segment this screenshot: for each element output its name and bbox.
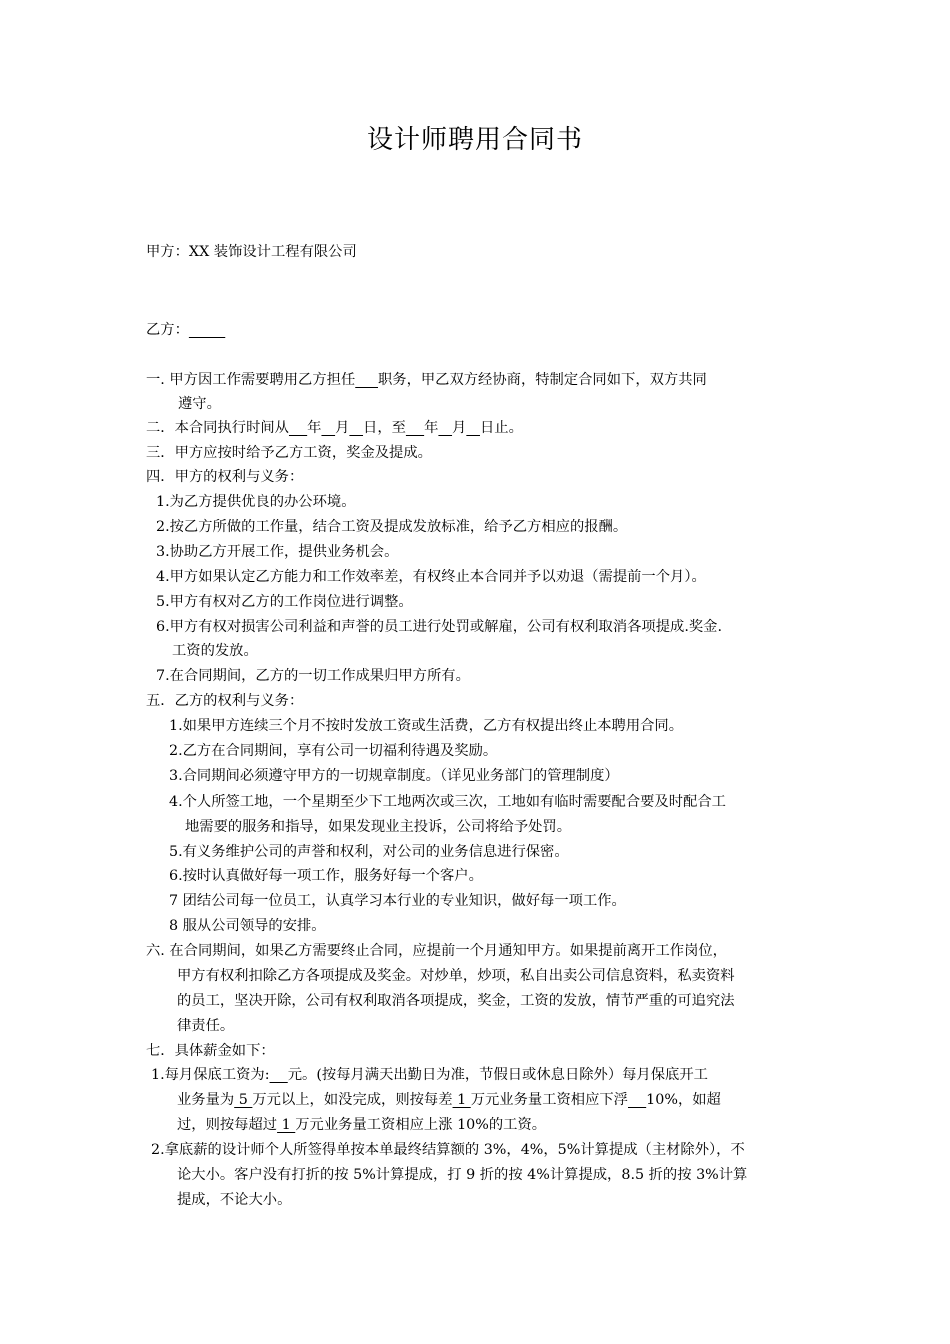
clause-6-line-4: 律责任。: [177, 1018, 235, 1034]
clause-4-item-6-cont: 工资的发放。: [172, 643, 258, 659]
base-salary-blank: [270, 1067, 288, 1083]
clause-7-item-1-line-3: [177, 1113, 546, 1137]
quota-label: 业务量为: [177, 1092, 235, 1108]
clause-4-item-6: 6.甲方有权对损害公司利益和声誉的员工进行处罚或解雇，公司有权利取消各项提成.奖金.: [156, 619, 723, 635]
excess-unit: 1: [277, 1117, 296, 1133]
day-end-label: 日止。: [479, 420, 523, 436]
quota-text: 万元以上，如没完成，则按每差: [252, 1092, 453, 1108]
clause-5-item-4-cont: 地需要的服务和指导，如果发现业主投诉，公司将给予处罚。: [185, 819, 572, 835]
year-label: 年: [307, 420, 322, 436]
clause-4-item-1: 1.为乙方提供优良的办公环境。: [156, 494, 356, 510]
excess-label: 过，则按每超过: [177, 1117, 278, 1133]
clause-2-text: 二．本合同执行时间从: [146, 420, 289, 436]
quota-value: 5: [234, 1092, 253, 1108]
clause-7-item-1-line-1: [151, 1063, 708, 1087]
clause-1-text-cont: 职务，甲乙双方经协商，特制定合同如下，双方共同: [377, 372, 707, 388]
party-b-blank: [189, 322, 225, 338]
clause-1-text: 一. 甲方因工作需要聘用乙方担任: [146, 372, 356, 388]
document-title: 设计师聘用合同书: [366, 125, 583, 155]
base-salary-text: 元。(按每月满天出勤日为准，节假日或休息日除外）每月保底开工: [287, 1067, 708, 1083]
clause-4-item-3: 3.协助乙方开展工作，提供业务机会。: [156, 544, 399, 560]
clause-7-item-1-line-2: [177, 1088, 721, 1112]
clause-5-item-1: 1.如果甲方连续三个月不按时发放工资或生活费，乙方有权提出终止本聘用合同。: [169, 718, 684, 734]
position-blank: [355, 372, 378, 388]
clause-4-item-2: 2.按乙方所做的工作量，结合工资及提成发放标准，给予乙方相应的报酬。: [156, 519, 628, 535]
clause-4-heading: 四．甲方的权利与义务：: [146, 469, 304, 485]
clause-4-item-4: 4.甲方如果认定乙方能力和工作效率差，有权终止本合同并予以劝退（需提前一个月）。: [156, 569, 706, 585]
base-salary-label: 1.每月保底工资为:: [151, 1067, 270, 1083]
clause-1-line-2: 遵守。: [178, 396, 221, 412]
start-month-blank: [321, 420, 335, 436]
clause-5-item-4: 4.个人所签工地，一个星期至少下工地两次或三次，工地如有临时需要配合要及时配合工: [169, 794, 726, 810]
day-to-label: 日，至: [363, 420, 406, 436]
clause-5-item-2: 2.乙方在合同期间，享有公司一切福利待遇及奖励。: [169, 743, 498, 759]
shortfall-blank: [628, 1092, 646, 1108]
excess-text: 万元业务量工资相应上涨 10%的工资。: [295, 1117, 547, 1133]
clause-6-line-1: 六. 在合同期间，如果乙方需要终止合同，应提前一个月通知甲方。如果提前离开工作岗位，: [146, 943, 727, 959]
clause-5-item-8: 8 服从公司领导的安排。: [169, 918, 326, 934]
clause-7-heading: 七．具体薪金如下：: [146, 1043, 275, 1059]
clause-5-item-5: 5.有义务维护公司的声誉和权利，对公司的业务信息进行保密。: [169, 844, 569, 860]
start-year-blank: [289, 420, 307, 436]
party-b-line: [146, 318, 225, 342]
clause-6-line-3: 的员工，坚决开除，公司有权利取消各项提成，奖金，工资的发放，情节严重的可追究法: [177, 993, 735, 1009]
party-a-line: 甲方：XX 装饰设计工程有限公司: [146, 244, 357, 260]
clause-5-item-7: 7 团结公司每一位员工，认真学习本行业的专业知识，做好每一项工作。: [169, 893, 626, 909]
shortfall-percent: 10%，如超: [646, 1092, 721, 1108]
clause-4-item-7: 7.在合同期间，乙方的一切工作成果归甲方所有。: [156, 668, 470, 684]
end-year-blank: [406, 420, 424, 436]
clause-1-line-1: [146, 368, 707, 392]
clause-6-line-2: 甲方有权利扣除乙方各项提成及奖金。对炒单，炒项，私自出卖公司信息资料，私卖资料: [177, 968, 735, 984]
end-day-blank: [466, 420, 480, 436]
clause-4-item-5: 5.甲方有权对乙方的工作岗位进行调整。: [156, 594, 413, 610]
clause-5-item-6: 6.按时认真做好每一项工作，服务好每一个客户。: [169, 868, 483, 884]
shortfall-text: 万元业务量工资相应下浮: [470, 1092, 628, 1108]
clause-7-item-2-line-2: 论大小。客户没有打折的按 5%计算提成，打 9 折的按 4%计算提成，8.5 折的按 3%计算: [177, 1167, 748, 1183]
clause-5-item-3: 3.合同期间必须遵守甲方的一切规章制度。（详见业务部门的管理制度）: [169, 768, 619, 784]
clause-7-item-2-line-1: 2.拿底薪的设计师个人所签得单按本单最终结算额的 3%，4%，5%计算提成（主材除外），不: [151, 1142, 745, 1158]
month-label: 月: [452, 420, 467, 436]
clause-2-line: [146, 416, 523, 440]
year-label: 年: [424, 420, 439, 436]
clause-3-line: 三．甲方应按时给予乙方工资，奖金及提成。: [146, 445, 432, 461]
start-day-blank: [349, 420, 363, 436]
party-b-label: 乙方：: [146, 322, 189, 338]
month-label: 月: [335, 420, 350, 436]
shortfall-unit: 1: [452, 1092, 471, 1108]
end-month-blank: [438, 420, 452, 436]
clause-5-heading: 五．乙方的权利与义务：: [146, 693, 304, 709]
clause-7-item-2-line-3: 提成，不论大小。: [177, 1192, 292, 1208]
